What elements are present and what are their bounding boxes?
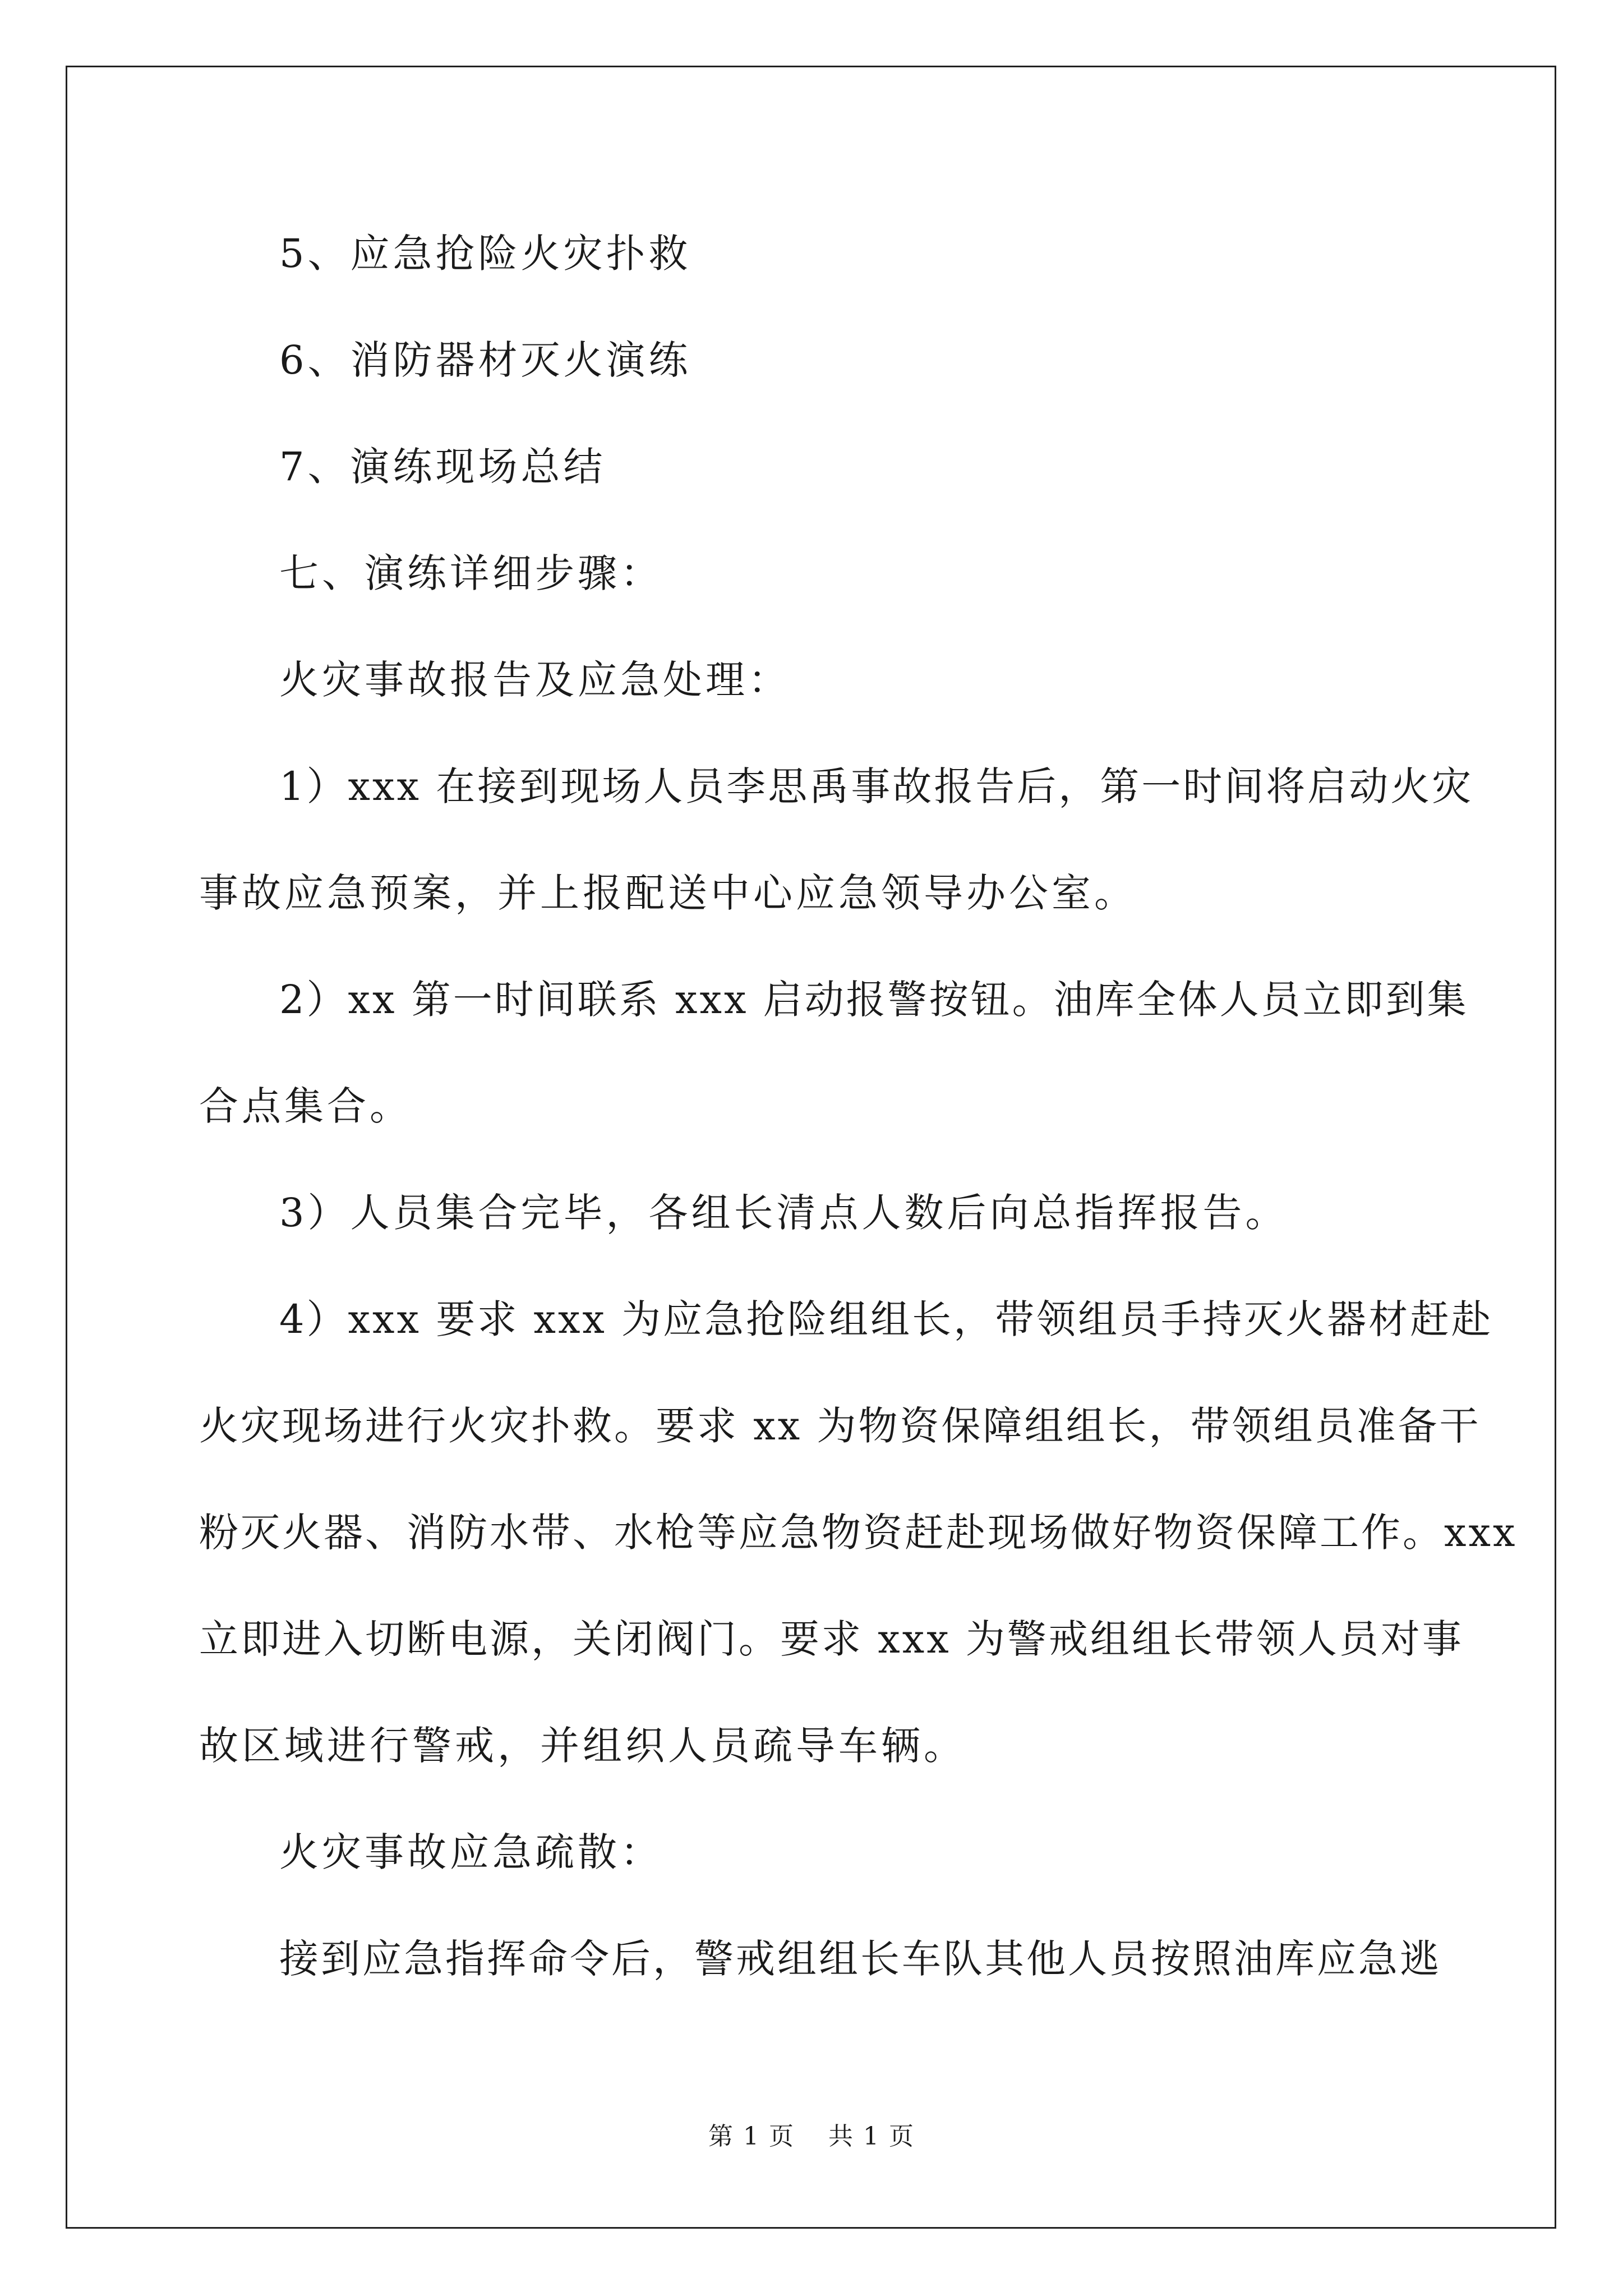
- paragraph-3: 3）人员集合完毕，各组长清点人数后向总指挥报告。: [279, 1190, 1288, 1236]
- page-number-total: 共 1 页: [828, 2122, 915, 2151]
- paragraph-4-line-3: 粉灭火器、消防水带、水枪等应急物资赶赴现场做好物资保障工作。xxx: [199, 1510, 1518, 1556]
- list-item-6: 6、消防器材灭火演练: [279, 337, 691, 383]
- paragraph-4-line-5: 故区域进行警戒，并组织人员疏导车辆。: [199, 1723, 966, 1769]
- list-item-5: 5、应急抢险火灾扑救: [279, 231, 691, 277]
- paragraph-1-line-1: 1）xxx 在接到现场人员李思禹事故报告后，第一时间将启动火灾: [279, 763, 1474, 809]
- list-item-7: 7、演练现场总结: [279, 444, 606, 490]
- page-number-current: 第 1 页: [708, 2122, 795, 2151]
- paragraph-5-line-1: 接到应急指挥命令后，警戒组组长车队其他人员按照油库应急逃: [279, 1936, 1441, 1982]
- section-heading-seven: 七、演练详细步骤：: [279, 550, 663, 596]
- paragraph-4-line-1: 4）xxx 要求 xxx 为应急抢险组组长，带领组员手持灭火器材赶赴: [279, 1296, 1493, 1342]
- paragraph-4-line-4: 立即进入切断电源，关闭阀门。要求 xxx 为警戒组组长带领人员对事: [199, 1616, 1464, 1662]
- page-border: [66, 66, 1556, 2229]
- paragraph-2-line-1: 2）xx 第一时间联系 xxx 启动报警按钮。油库全体人员立即到集: [279, 977, 1469, 1023]
- subheading-evacuation: 火灾事故应急疏散：: [279, 1829, 663, 1875]
- paragraph-1-line-2: 事故应急预案，并上报配送中心应急领导办公室。: [199, 870, 1137, 916]
- subheading-fire-report: 火灾事故报告及应急处理：: [279, 657, 791, 703]
- page-footer: [0, 2124, 1623, 2149]
- paragraph-2-line-2: 合点集合。: [199, 1083, 412, 1129]
- paragraph-4-line-2: 火灾现场进行火灾扑救。要求 xx 为物资保障组组长，带领组员准备干: [199, 1403, 1481, 1449]
